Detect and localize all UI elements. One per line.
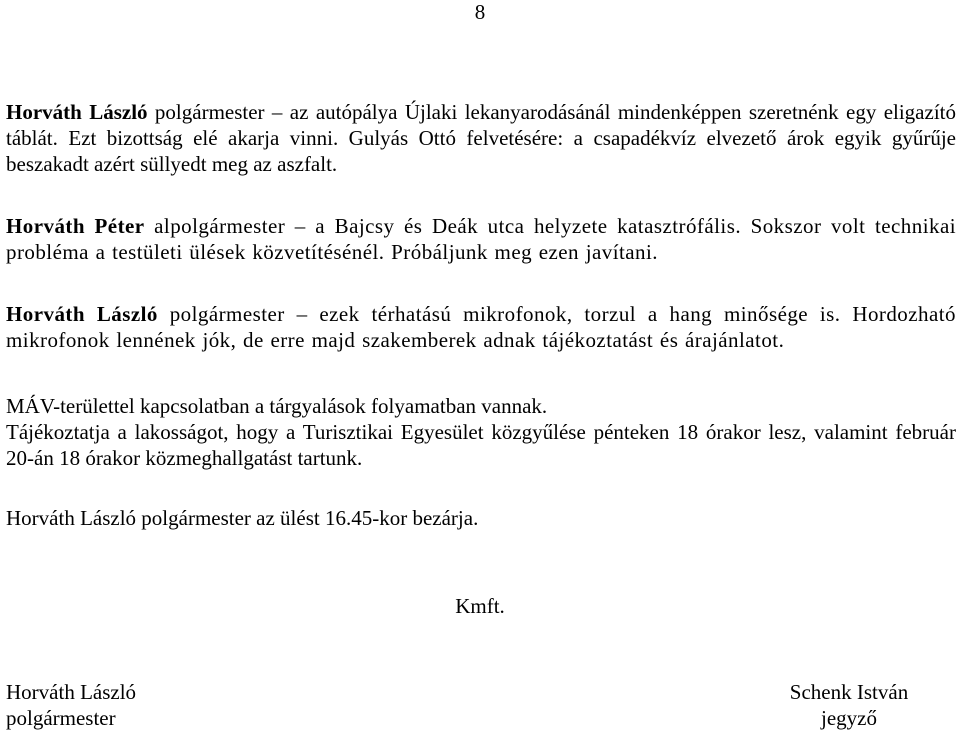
paragraph-mayor-statement-2 bbox=[6, 301, 956, 353]
paragraph-deputy-mayor-statement bbox=[6, 213, 956, 265]
signature-name: Schenk István bbox=[789, 680, 909, 704]
page-number: 8 bbox=[474, 0, 486, 24]
announcement-mav: MÁV-területtel kapcsolatban a tárgyalások folyamatban vannak. bbox=[6, 394, 548, 418]
signature-name: Horváth László bbox=[6, 680, 137, 704]
signature-block-right bbox=[776, 679, 922, 731]
speaker-name: Horváth László bbox=[6, 302, 158, 326]
signature-block-left bbox=[6, 679, 136, 731]
paragraph-text: polgármester – ezek térhatású mikrofonok, torzul a hang minősége is. Hordozható mikrofonok lennének jók, de erre majd szakemberek adnak tájékoztatást és árajánlatot. bbox=[6, 302, 956, 352]
speaker-name: Horváth Péter bbox=[6, 214, 145, 238]
signature-title: jegyző bbox=[821, 706, 877, 730]
signature-title: polgármester bbox=[6, 706, 116, 730]
paragraph-mayor-statement-1 bbox=[6, 99, 956, 177]
kmft-label: Kmft. bbox=[455, 594, 505, 618]
paragraph-closing: Horváth László polgármester az ülést 16.45-kor bezárja. bbox=[6, 506, 479, 530]
speaker-name: Horváth László bbox=[6, 100, 148, 124]
paragraph-announcements bbox=[6, 393, 956, 471]
announcement-events: Tájékoztatja a lakosságot, hogy a Turisztikai Egyesület közgyűlése pénteken 18 órakor lesz, valamint február 20-án 18 órakor közmeghallgatást tartunk. bbox=[6, 420, 956, 470]
paragraph-text: polgármester – az autópálya Újlaki lekanyarodásánál mindenképpen szeretnénk egy eligazító táblát. Ezt bizottság elé akarja vinni. Gulyás Ottó felvetésére: a csapadékvíz elvezető árok egyik gyűrűje beszakadt azért süllyedt meg az aszfalt. bbox=[6, 100, 956, 176]
paragraph-text: alpolgármester – a Bajcsy és Deák utca helyzete katasztrófális. Sokszor volt technikai probléma a testületi ülések közvetítésénél. Próbáljunk meg ezen javítani. bbox=[6, 214, 956, 264]
